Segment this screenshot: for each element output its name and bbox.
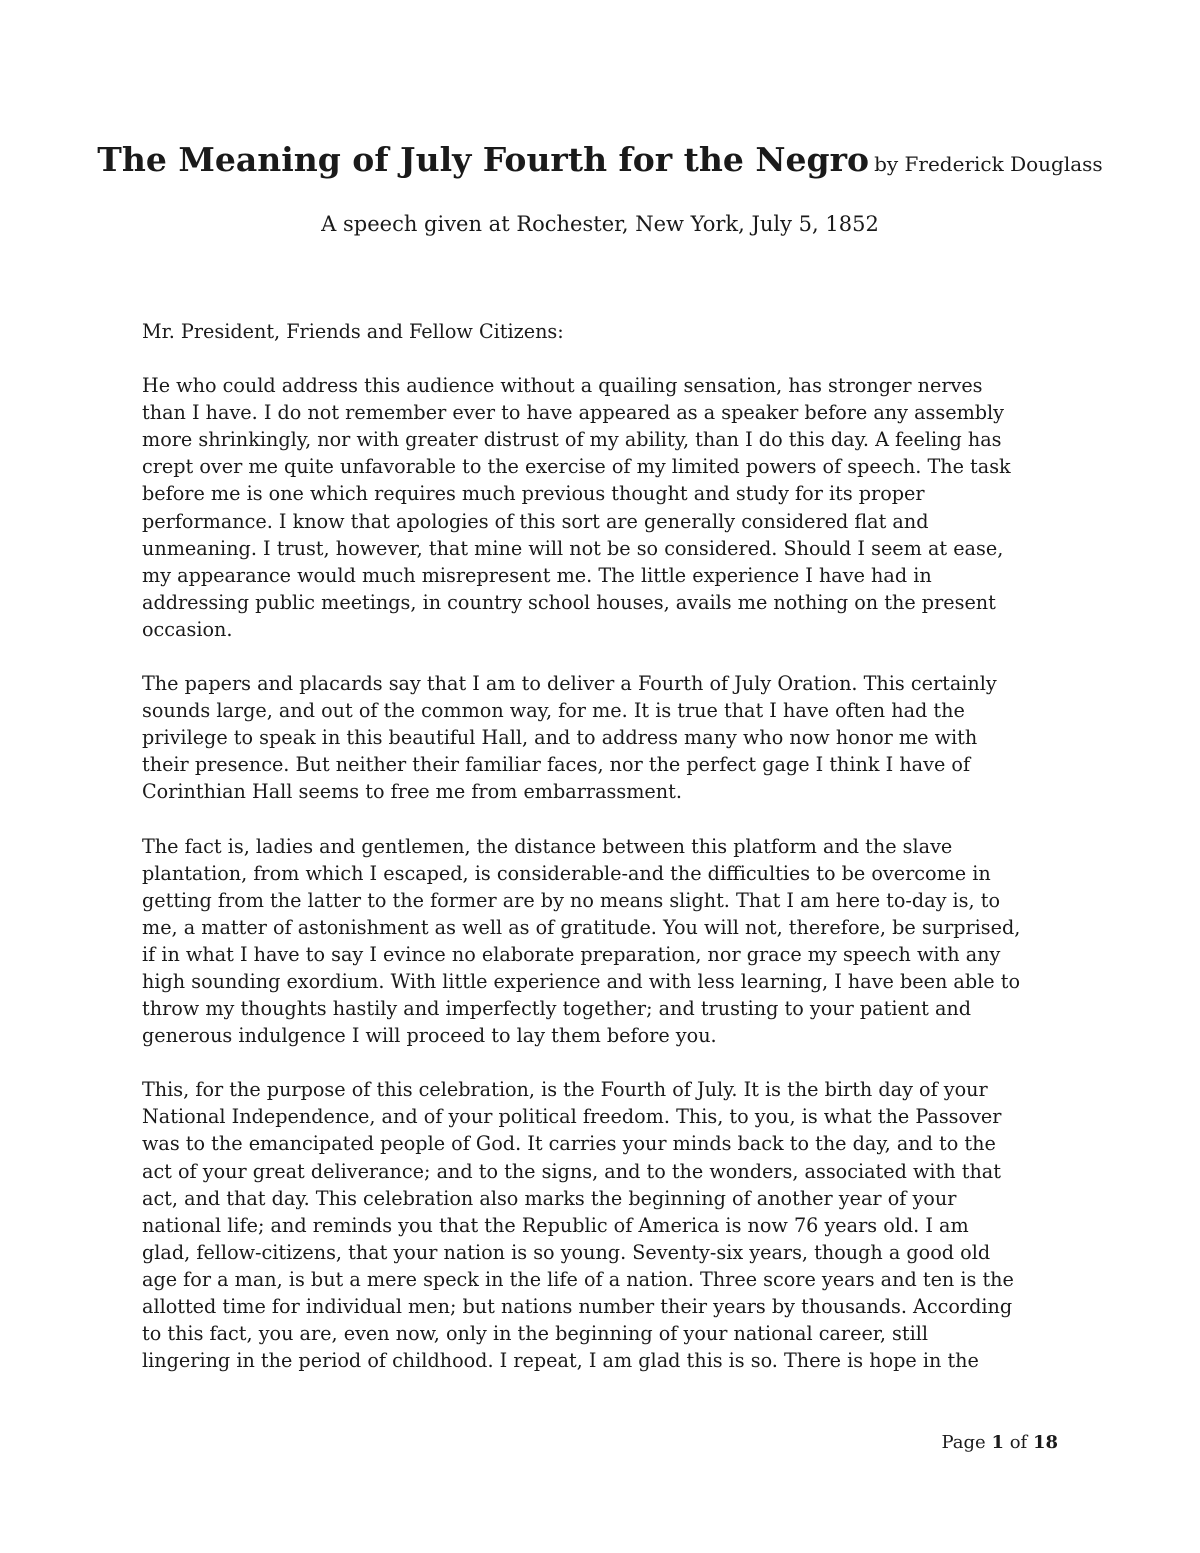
paragraph-line: He who could address this audience without a quailing sensation, has stronger nerves (142, 374, 983, 398)
page-number (941, 1432, 1058, 1453)
paragraph-line: more shrinkingly, nor with greater distrust of my ability, than I do this day. A feeling has (142, 428, 1002, 452)
paragraph-line: me, a matter of astonishment as well as of gratitude. You will not, therefore, be surprised, (142, 915, 1021, 939)
paragraph-line: before me is one which requires much previous thought and study for its proper (142, 482, 925, 506)
paragraph-line: addressing public meetings, in country school houses, avails me nothing on the present (142, 590, 996, 614)
author-byline: by Frederick Douglass (874, 152, 1103, 176)
document-subtitle: A speech given at Rochester, New York, July 5, 1852 (321, 212, 879, 236)
paragraph-line: The fact is, ladies and gentlemen, the distance between this platform and the slave (142, 834, 953, 858)
paragraph-line: sounds large, and out of the common way, for me. It is true that I have often had the (142, 699, 965, 723)
paragraph-list (142, 372, 1062, 1374)
paragraph-line: act, and that day. This celebration also marks the beginning of another year of your (142, 1186, 957, 1210)
paragraph-line: National Independence, and of your political freedom. This, to you, is what the Passover (142, 1105, 1002, 1129)
paragraph-line: crept over me quite unfavorable to the exercise of my limited powers of speech. The task (142, 455, 1011, 479)
paragraph-line: This, for the purpose of this celebration, is the Fourth of July. It is the birth day of your (142, 1078, 988, 1102)
page-label: Page (941, 1432, 986, 1453)
paragraph-line: if in what I have to say I evince no elaborate preparation, nor grace my speech with any (142, 942, 1001, 966)
paragraph (142, 1076, 1062, 1374)
paragraph-line: my appearance would much misrepresent me. The little experience I have had in (142, 563, 932, 587)
paragraph-line: getting from the latter to the former are by no means slight. That I am here to-day is, to (142, 888, 1000, 912)
paragraph-line: allotted time for individual men; but nations number their years by thousands. According (142, 1295, 1013, 1318)
paragraph-line: to this fact, you are, even now, only in the beginning of your national career, still (142, 1322, 929, 1346)
paragraph-line: their presence. But neither their familiar faces, nor the perfect gage I think I have of (142, 753, 971, 777)
paragraph-line: Corinthian Hall seems to free me from embarrassment. (142, 780, 682, 804)
paragraph-line: lingering in the period of childhood. I repeat, I am glad this is so. There is hope in the (142, 1349, 979, 1373)
salutation: Mr. President, Friends and Fellow Citizens: (142, 320, 564, 343)
paragraph-line: The papers and placards say that I am to deliver a Fourth of July Oration. This certainly (142, 672, 997, 696)
paragraph-line: throw my thoughts hastily and imperfectly together; and trusting to your patient and (142, 997, 972, 1021)
paragraph-line: age for a man, is but a mere speck in the life of a nation. Three score years and ten is the (142, 1267, 1014, 1291)
paragraph-line: privilege to speak in this beautiful Hall, and to address many who now honor me with (142, 726, 978, 750)
page-of-label: of (1009, 1432, 1028, 1453)
paragraph-line: generous indulgence I will proceed to lay them before you. (142, 1024, 717, 1048)
paragraph-line: occasion. (142, 617, 233, 641)
paragraph-line: glad, fellow-citizens, that your nation is so young. Seventy-six years, though a good old (142, 1240, 991, 1264)
paragraph-line: act of your great deliverance; and to the signs, and to the wonders, associated with that (142, 1159, 1001, 1183)
document-title: The Meaning of July Fourth for the Negro (97, 140, 869, 179)
paragraph-line: performance. I know that apologies of this sort are generally considered flat and (142, 509, 929, 533)
paragraph-line: high sounding exordium. With little experience and with less learning, I have been able to (142, 969, 1021, 993)
paragraph (142, 372, 1062, 643)
paragraph (142, 833, 1062, 1050)
paragraph-line: plantation, from which I escaped, is considerable-and the difficulties to be overcome in (142, 861, 991, 885)
document-body (142, 318, 1062, 1401)
page-current: 1 (991, 1432, 1004, 1453)
paragraph-line: national life; and reminds you that the Republic of America is now 76 years old. I am (142, 1213, 969, 1237)
page-total: 18 (1032, 1432, 1058, 1453)
title-line (0, 140, 1200, 179)
paragraph-line: unmeaning. I trust, however, that mine will not be so considered. Should I seem at ease, (142, 536, 1004, 560)
paragraph-line: was to the emancipated people of God. It carries your minds back to the day, and to the (142, 1132, 996, 1156)
paragraph (142, 670, 1062, 805)
paragraph-line: than I have. I do not remember ever to have appeared as a speaker before any assembly (142, 401, 1005, 425)
